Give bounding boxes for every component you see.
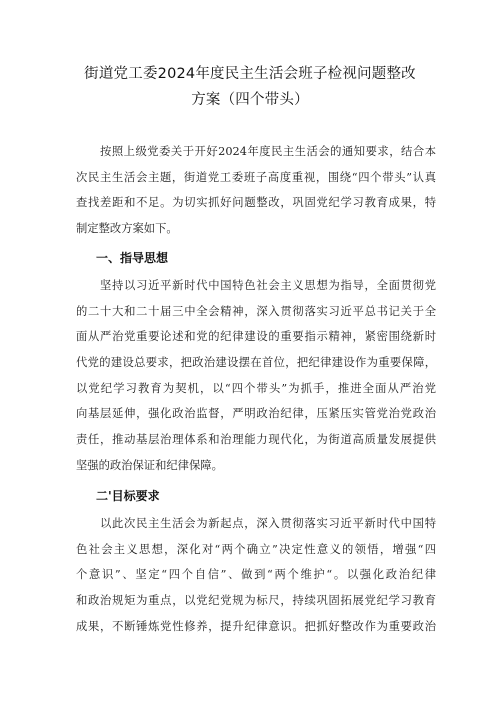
- section-1-paragraph: [76, 273, 436, 479]
- section-1-heading: 一、指导思想: [96, 251, 169, 265]
- intro-line: 查找差距和不足。为切实抓好问题整改，巩固党纪学习教育成果，特: [76, 196, 436, 210]
- section-2-line: 以此次民主生活会为新起点，深入贯彻落实习近平新时代中国特: [100, 517, 436, 530]
- intro-paragraph: [76, 139, 436, 242]
- section-2-line: 和政治规矩为重点，以党纪党规为标尺，持续巩固拓展党纪学习教育: [76, 594, 436, 608]
- section-1-line: 坚强的政治保证和纪律保障。: [76, 458, 223, 472]
- section-1-line: 的二十大和二十届三中全会精神，深入贯彻落实习近平总书记关于全: [76, 304, 436, 318]
- document-title-line-2: 方案（四个带头）: [191, 92, 309, 108]
- section-1-line: 面从严治党重要论述和党的纪律建设的重要指示精神，紧密围绕新时: [76, 330, 436, 344]
- section-1-line: 向基层延伸，强化政治监督，严明政治纪律，压紧压实管党治党政治: [76, 407, 436, 421]
- section-2-paragraph: [76, 511, 436, 639]
- intro-line: 制定整改方案如下。: [76, 222, 178, 236]
- intro-line: 次民主生活会主题，街道党工委班子高度重视，围绕“四个带头”认真: [76, 170, 436, 184]
- document-title-line-1: 街道党工委2024年度民主生活会班子检视问题整改: [84, 66, 416, 82]
- section-1-line: 坚持以习近平新时代中国特色社会主义思想为指导，全面贯彻党: [100, 279, 436, 292]
- section-2-heading: 二'目标要求: [96, 489, 160, 503]
- intro-line: 按照上级党委关于开好2024年度民主生活会的通知要求，结合本: [100, 145, 436, 158]
- section-2-line: 成果，不断锤炼党性修养，提升纪律意识。把抓好整改作为重要政治: [76, 619, 436, 633]
- section-1-line: 以党纪学习教育为契机，以“四个带头”为抓手，推进全面从严治党: [76, 381, 436, 395]
- section-2-line: 个意识”、坚定“四个自信”、做到“两个维护“。以强化政治纪律: [76, 568, 436, 582]
- section-1-line: 代党的建设总要求，把政治建设摆在首位，把纪律建设作为重要保障，: [76, 356, 436, 370]
- section-1-line: 责任，推动基层治理体系和治理能力现代化，为街道高质量发展提供: [76, 433, 436, 447]
- section-2-line: 色社会主义思想，深化对“两个确立”决定性意义的领悟，增强“四: [76, 542, 436, 556]
